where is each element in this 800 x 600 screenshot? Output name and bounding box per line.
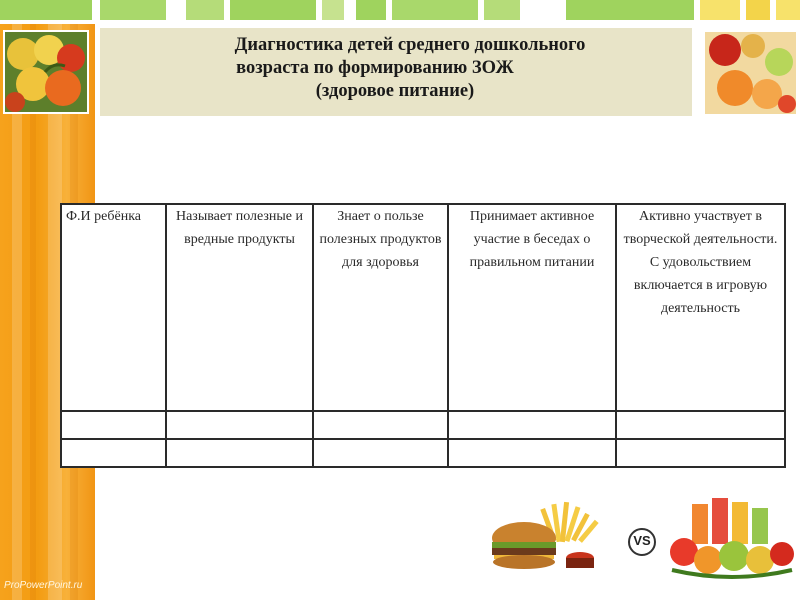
decor-block (0, 0, 92, 20)
decor-block (230, 0, 316, 20)
decor-block (566, 0, 694, 20)
fast-food-illustration (488, 498, 618, 576)
vs-label: VS (633, 533, 651, 548)
table-row (61, 411, 785, 439)
title-line: (здоровое питание) (315, 81, 475, 101)
table-cell (61, 439, 166, 467)
table-header-cell: Принимает активное участие в беседах о правильном питании (448, 204, 616, 411)
decor-block (322, 0, 344, 20)
table-cell (166, 439, 313, 467)
table-header-cell: Называет полезные и вредные продукты (166, 204, 313, 411)
decor-block (392, 0, 478, 20)
title-line: Диагностика детей среднего дошкольного (234, 35, 586, 55)
watermark: ProPowerPoint.ru (4, 580, 83, 591)
decor-block (186, 0, 224, 20)
decor-block (484, 0, 520, 20)
table-row (61, 439, 785, 467)
table-cell (166, 411, 313, 439)
decor-block (746, 0, 770, 20)
table-header-cell: Ф.И ребёнка (61, 204, 166, 411)
fruit-photo-left (3, 30, 89, 114)
decor-block (776, 0, 800, 20)
diagnostics-table (60, 203, 786, 468)
healthy-food-illustration (664, 490, 796, 580)
fruit-juice-icon (664, 490, 796, 580)
table-cell (313, 411, 448, 439)
top-decor-strip (0, 0, 800, 24)
table-cell (448, 439, 616, 467)
table-header-row (61, 204, 785, 411)
table-header-cell: Активно участвует в творческой деятельности. С удовольствием включается в игровую деятельность (616, 204, 785, 411)
fruit-illustration (5, 32, 87, 112)
table-cell (448, 411, 616, 439)
vs-badge (626, 528, 658, 556)
decor-block (356, 0, 386, 20)
burger-icon (492, 522, 556, 569)
slide-title (100, 34, 720, 103)
burger-fries-icon (488, 498, 618, 576)
table-cell (616, 439, 785, 467)
decor-block (100, 0, 166, 20)
table-cell (616, 411, 785, 439)
title-line: возраста по формированию ЗОЖ (236, 58, 514, 78)
table-header-cell: Знает о пользе полезных продуктов для здоровья (313, 204, 448, 411)
sauce-cup-icon (566, 552, 594, 568)
table-cell (313, 439, 448, 467)
table-cell (61, 411, 166, 439)
decor-block (700, 0, 740, 20)
